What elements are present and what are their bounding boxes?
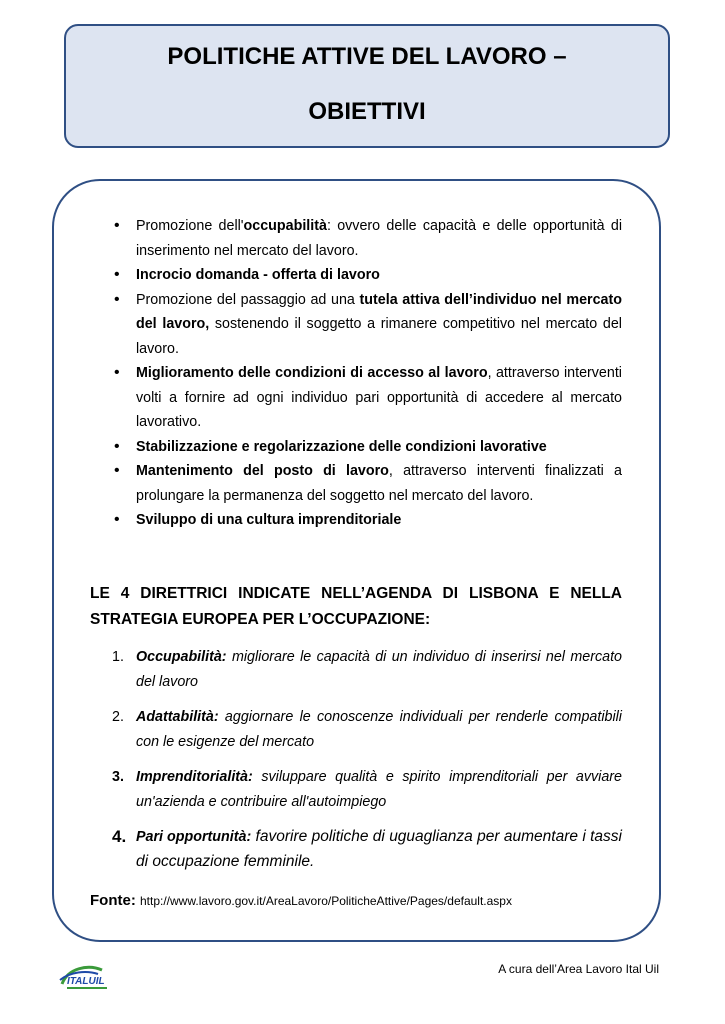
objectives-list	[112, 214, 622, 533]
source-link[interactable]: http://www.lavoro.gov.it/AreaLavoro/PoliticheAttive/Pages/default.aspx	[140, 894, 512, 908]
directions-list	[112, 645, 622, 885]
objective-item: • Promozione del passaggio ad una tutela attiva dell’individuo nel mercato del lavoro, sostenendo il soggetto a rimanere competitivo nel mercato del lavoro.	[112, 288, 622, 362]
page-title-line1: POLITICHE ATTIVE DEL LAVORO –	[167, 43, 567, 70]
objective-item: • Stabilizzazione e regolarizzazione delle condizioni lavorative	[112, 435, 622, 460]
content-box	[52, 179, 661, 942]
footer-credit: A cura dell’Area Lavoro Ital Uil	[498, 962, 659, 976]
objective-item: • Miglioramento delle condizioni di accesso al lavoro, attraverso interventi volti a fornire ad ogni individuo pari opportunità di accedere al mercato lavorativo.	[112, 361, 622, 435]
title-box	[64, 24, 670, 148]
source-label: Fonte:	[90, 892, 136, 909]
objective-item: • Incrocio domanda - offerta di lavoro	[112, 263, 622, 288]
objective-item: • Promozione dell'occupabilità: ovvero delle capacità e delle opportunità di inserimento nel mercato del lavoro.	[112, 214, 622, 263]
page-title-line2: OBIETTIVI	[308, 98, 426, 125]
source-line	[90, 892, 512, 909]
svg-text:ITALUIL: ITALUIL	[67, 976, 105, 987]
objective-item: • Mantenimento del posto di lavoro, attraverso interventi finalizzati a prolungare la permanenza del soggetto nel mercato del lavoro.	[112, 459, 622, 508]
direction-item: 4. Pari opportunità: favorire politiche di uguaglianza per aumentare i tassi di occupazione femminile.	[112, 827, 622, 870]
direction-item: 3. Imprenditorialità: sviluppare qualità e spirito imprenditoriali per avviare un'azienda e contribuire all'autoimpiego	[112, 769, 622, 810]
italuil-logo	[58, 962, 118, 992]
direction-item: 1. Occupabilità: migliorare le capacità di un individuo di inserirsi nel mercato del lavoro	[112, 649, 622, 690]
objective-item: • Sviluppo di una cultura imprenditoriale	[112, 508, 622, 533]
directions-heading: LE 4 DIRETTRICI INDICATE NELL’AGENDA DI LISBONA E NELLA STRATEGIA EUROPEA PER L’OCCUPAZIONE:	[90, 585, 622, 628]
direction-item: 2. Adattabilità: aggiornare le conoscenze individuali per renderle compatibili con le esigenze del mercato	[112, 709, 622, 750]
